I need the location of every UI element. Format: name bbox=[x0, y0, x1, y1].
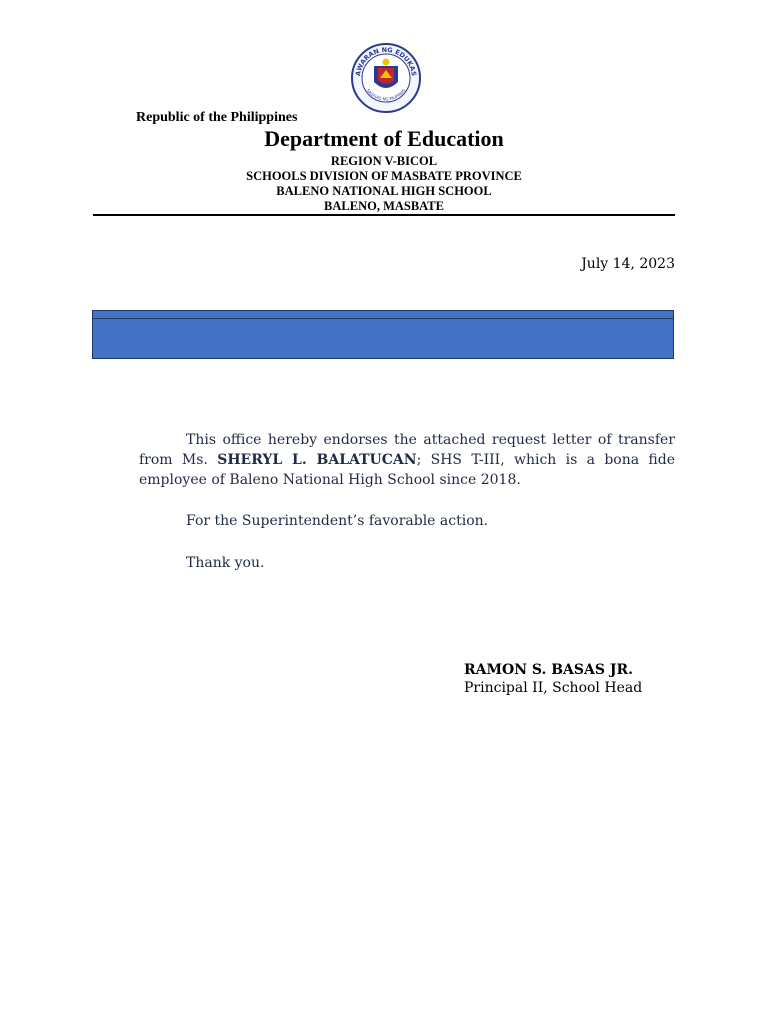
signatory-title: Principal II, School Head bbox=[464, 680, 643, 696]
school-line: BALENO NATIONAL HIGH SCHOOL bbox=[276, 184, 492, 198]
letter-date: July 14, 2023 bbox=[581, 256, 675, 272]
header-divider bbox=[93, 214, 675, 216]
employee-name: SHERYL L. BALATUCAN bbox=[217, 452, 417, 468]
paragraph1-after: ; SHS T-III, which is a bona fide employee of Baleno National High School since 2018. bbox=[139, 452, 675, 488]
republic-label: Republic of the Philippines bbox=[136, 110, 298, 125]
svg-text:SAGISAG NG PILIPINAS: SAGISAG NG PILIPINAS bbox=[365, 87, 407, 102]
region-line: REGION V-BICOL bbox=[330, 154, 438, 168]
paragraph-thanks: Thank you. bbox=[186, 555, 265, 571]
deped-seal-icon bbox=[350, 42, 422, 114]
address-line: BALENO, MASBATE bbox=[324, 199, 444, 213]
signatory-name: RAMON S. BASAS JR. bbox=[464, 662, 634, 678]
svg-text:KAGAWARAN NG EDUKASYON: AWARAN NG EDUKAS bbox=[354, 45, 418, 77]
paragraph-action: For the Superintendent’s favorable action. bbox=[186, 513, 489, 529]
blue-banner bbox=[92, 310, 674, 359]
paragraph-endorsement bbox=[139, 430, 675, 490]
paragraph1-before: This office hereby endorses the attached request letter of transfer from Ms. bbox=[139, 432, 675, 468]
banner-rule bbox=[93, 318, 673, 319]
division-line: SCHOOLS DIVISION OF MASBATE PROVINCE bbox=[246, 169, 522, 183]
department-title: Department of Education bbox=[264, 126, 504, 151]
